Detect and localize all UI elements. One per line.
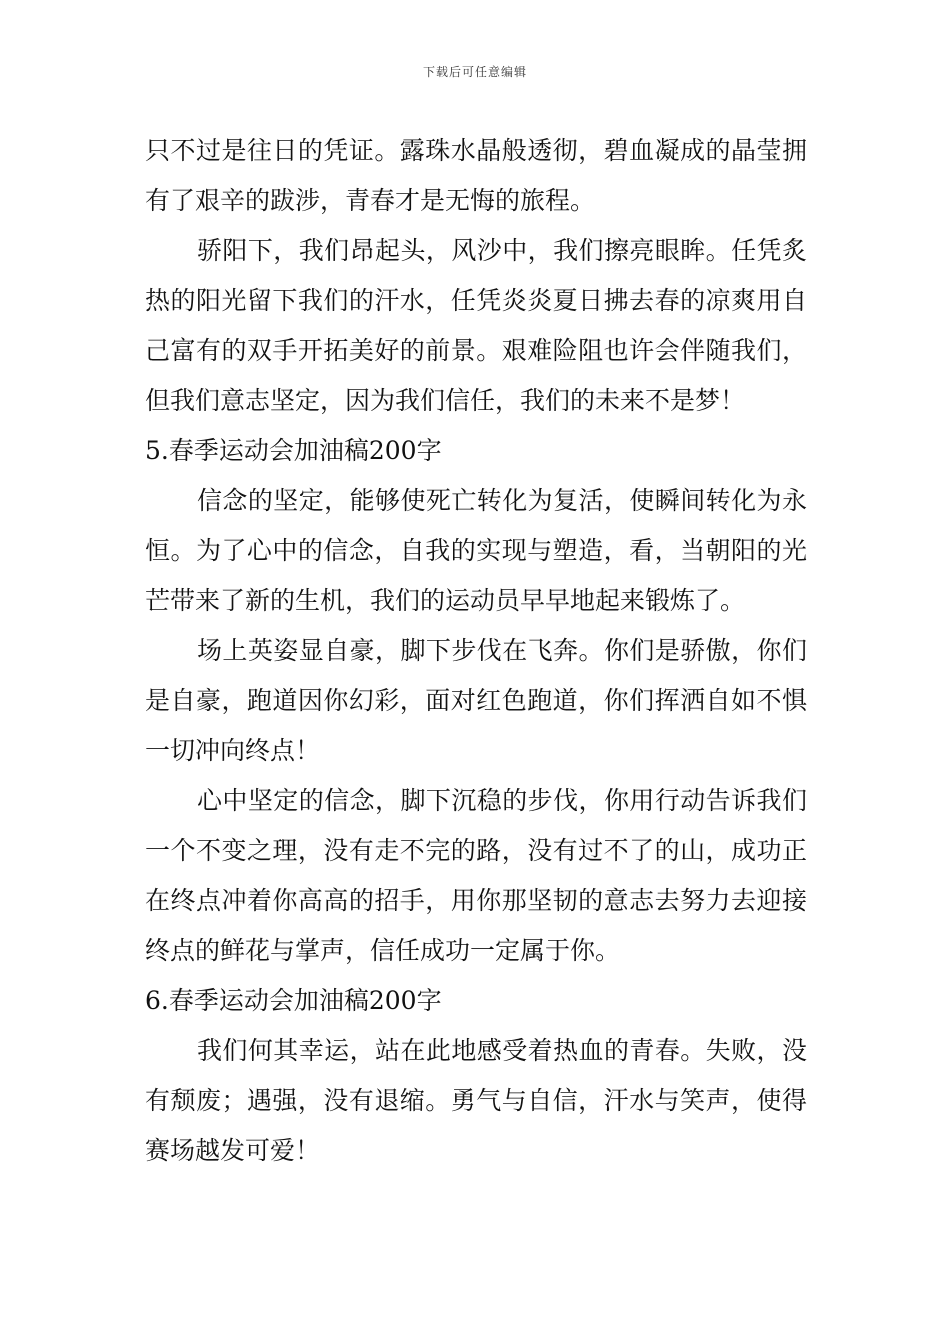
document-body xyxy=(145,126,807,1176)
section-heading-6: 6.春季运动会加油稿200字 xyxy=(145,986,442,1015)
paragraph-6: 我们何其幸运，站在此地感受着热血的青春。失败，没有颓废；遇强，没有退缩。勇气与自信，汗水与笑声，使得赛场越发可爱！ xyxy=(145,1036,807,1165)
paragraph-5: 心中坚定的信念，脚下沉稳的步伐，你用行动告诉我们一个不变之理，没有走不完的路，没有过不了的山，成功正在终点冲着你高高的招手，用你那坚韧的意志去努力去迎接终点的鲜花与掌声，信任成功一定属于你。 xyxy=(145,786,807,965)
paragraph-4: 场上英姿显自豪，脚下步伐在飞奔。你们是骄傲，你们是自豪，跑道因你幻彩，面对红色跑道，你们挥洒自如不惧一切冲向终点！ xyxy=(145,636,807,765)
paragraph-3: 信念的坚定，能够使死亡转化为复活，使瞬间转化为永恒。为了心中的信念，自我的实现与塑造，看，当朝阳的光芒带来了新的生机，我们的运动员早早地起来锻炼了。 xyxy=(145,486,807,615)
page-header: 下载后可任意编辑 xyxy=(422,65,527,79)
paragraph-2: 骄阳下，我们昂起头，风沙中，我们擦亮眼眸。任凭炙热的阳光留下我们的汗水，任凭炎炎夏日拂去春的凉爽用自己富有的双手开拓美好的前景。艰难险阻也许会伴随我们，但我们意志坚定，因为我们信任，我们的未来不是梦！ xyxy=(145,236,807,415)
paragraph-1: 只不过是往日的凭证。露珠水晶般透彻，碧血凝成的晶莹拥有了艰辛的跋涉，青春才是无悔的旅程。 xyxy=(145,136,807,215)
section-heading-5: 5.春季运动会加油稿200字 xyxy=(145,436,442,465)
